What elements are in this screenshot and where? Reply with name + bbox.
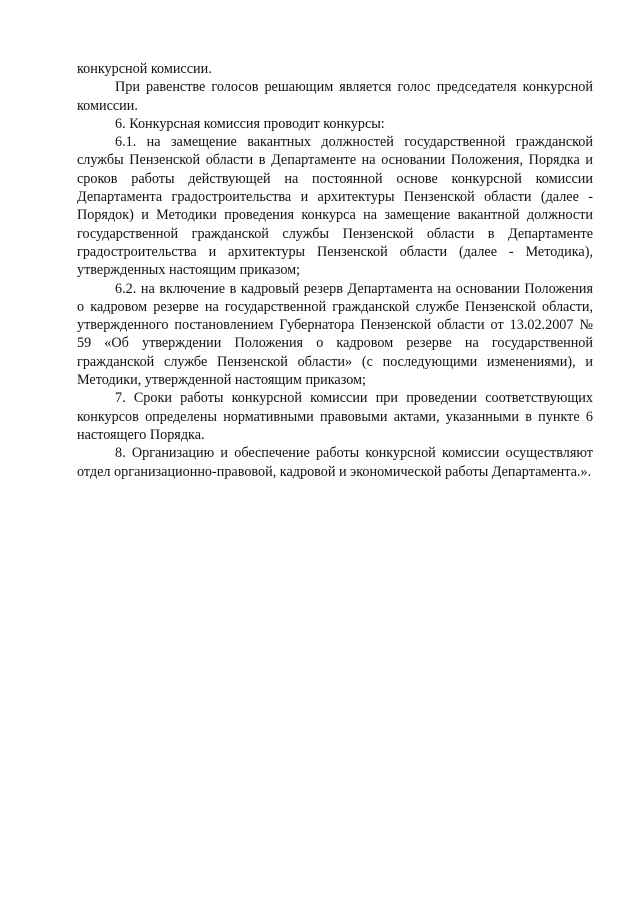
paragraph-item-6: 6. Конкурсная комиссия проводит конкурсы:: [115, 115, 385, 132]
paragraph-item-7: 7. Сроки работы конкурсной комиссии при проведении соответствующих конкурсов определены нормативными правовыми актами, указанными в пункте 6 настоящего Порядка.: [77, 390, 593, 443]
document-body: [77, 60, 593, 481]
paragraph-item-8: 8. Организацию и обеспечение работы конкурсной комиссии осуществляют отдел организационно-правовой, кадровой и экономической работы Департамента.».: [77, 445, 593, 480]
paragraph-tie-vote: При равенстве голосов решающим является голос председателя конкурсной комиссии.: [77, 79, 593, 114]
paragraph-continuation: конкурсной комиссии.: [77, 61, 212, 77]
paragraph-item-6-1: 6.1. на замещение вакантных должностей государственной гражданской службы Пензенской области в Департаменте на основании Положения, Порядка и сроков работы действующей на постоянной основе конкурсной комиссии Департамента градостроительства и архитектуры Пензенской области (далее - Порядок) и Методики проведения конкурса на замещение вакантной должности государственной гражданской службы Пензенской области в Департаменте градостроительства и архитектуры Пензенской области (далее - Методика), утвержденных настоящим приказом;: [77, 134, 593, 279]
paragraph-item-6-2: 6.2. на включение в кадровый резерв Департамента на основании Положения о кадровом резерве на государственной гражданской службе Пензенской области, утвержденного постановлением Губернатора Пензенской области от 13.02.2007 № 59 «Об утверждении Положения о кадровом резерве на государственной гражданской службе Пензенской области» (с последующими изменениями), и Методики, утвержденной настоящим приказом;: [77, 280, 593, 389]
